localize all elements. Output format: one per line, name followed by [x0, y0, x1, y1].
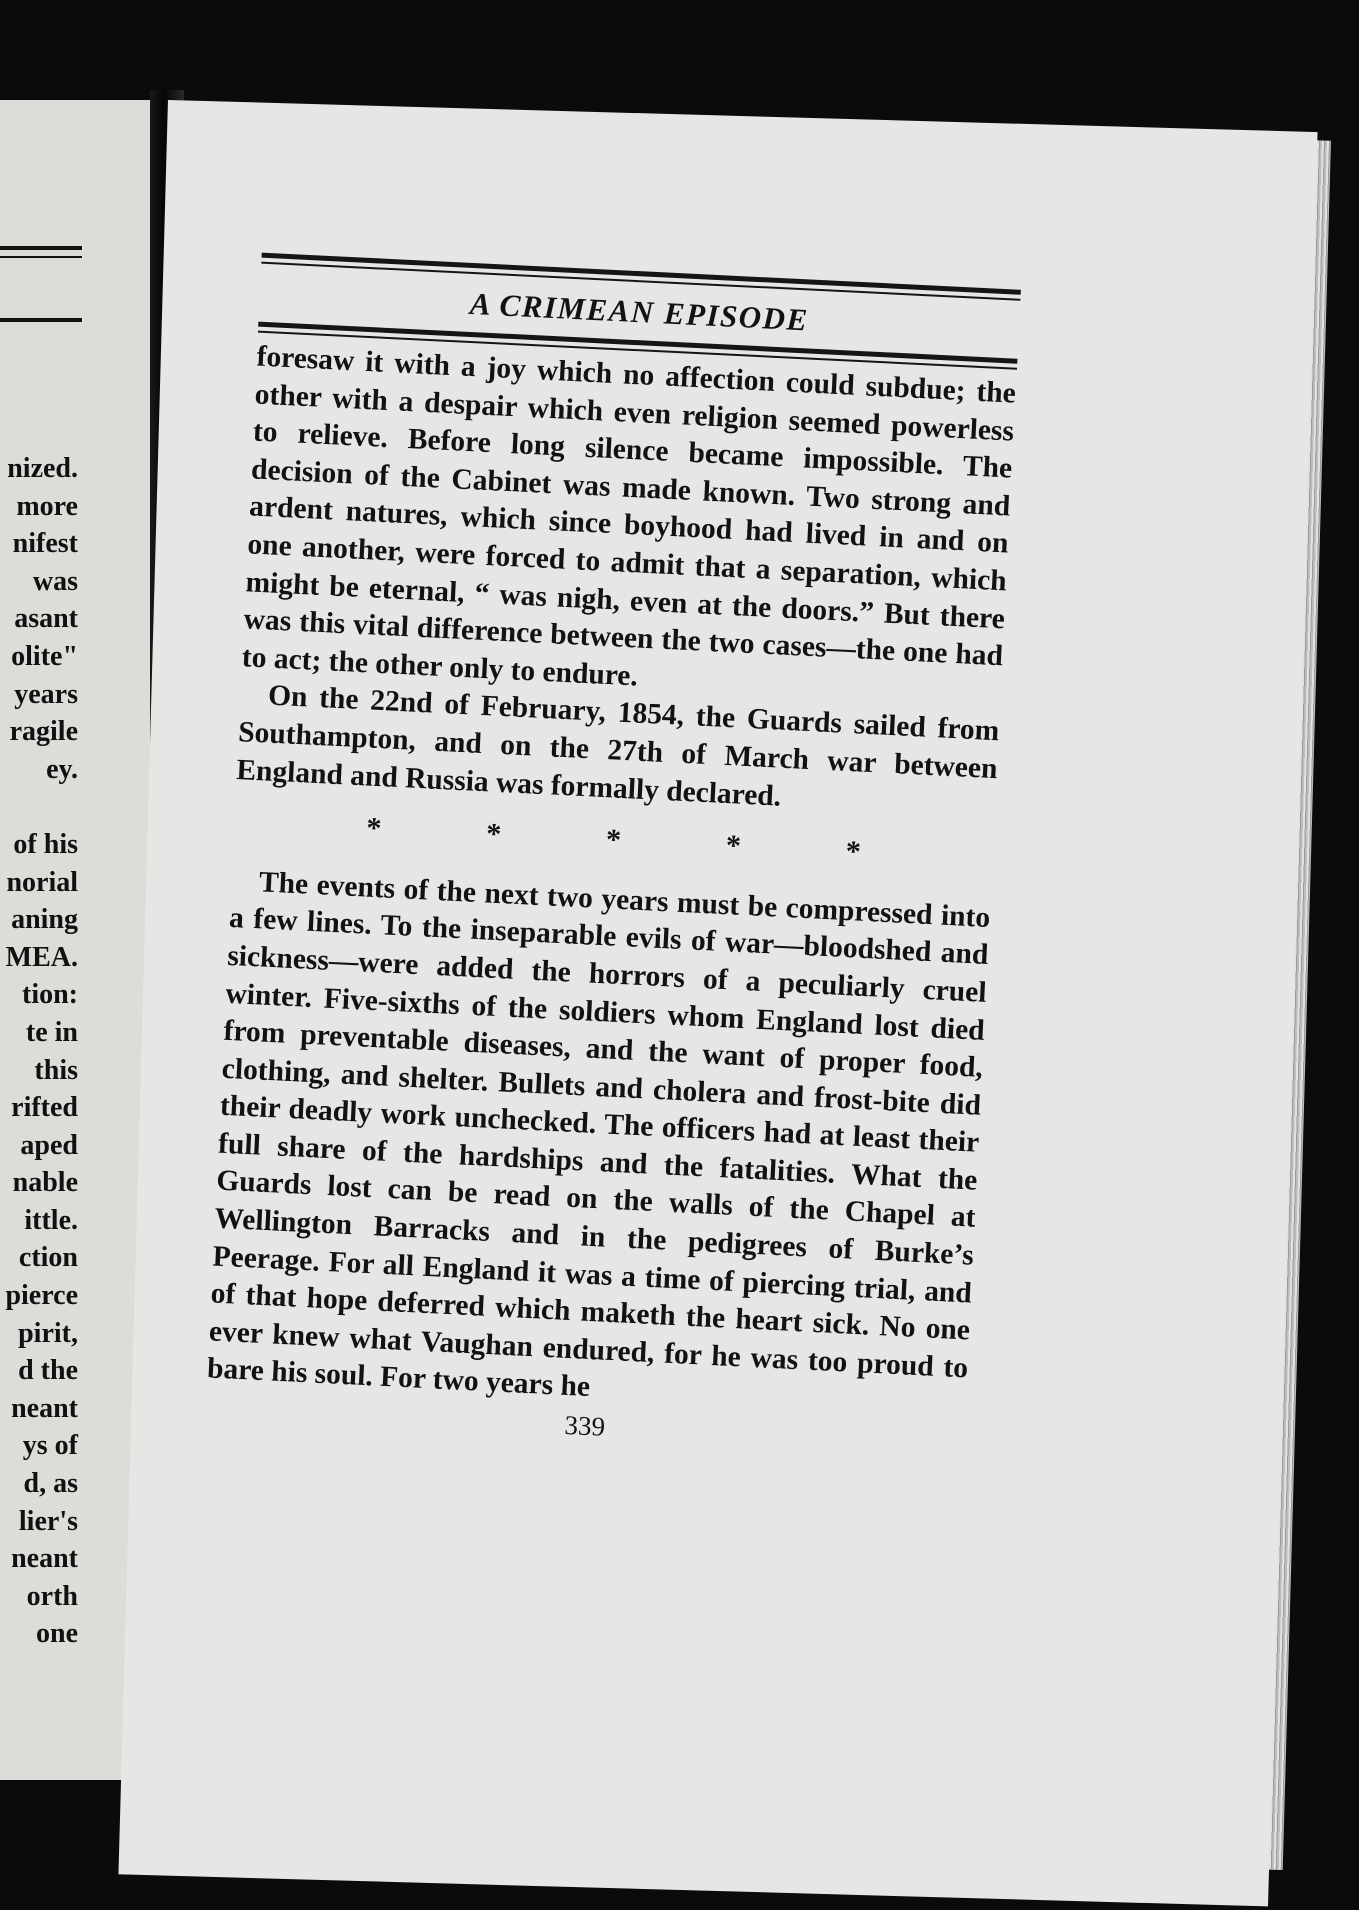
left-page-line: nifest — [12, 528, 78, 560]
asterisk: * — [365, 811, 383, 846]
left-page-line: ys of — [22, 1430, 78, 1462]
left-page-line: tion: — [22, 979, 78, 1011]
left-page-line: of his — [13, 828, 78, 860]
asterisk: * — [844, 835, 862, 869]
text-block — [205, 253, 1021, 1461]
left-page-line — [5, 788, 78, 826]
left-page-line: pirit, — [18, 1317, 78, 1349]
left-page-line: pierce — [5, 1280, 78, 1312]
left-page-line: nable — [12, 1167, 78, 1199]
left-page-line: more — [16, 490, 78, 522]
left-page-line: asant — [14, 603, 78, 635]
asterisk: * — [605, 823, 622, 858]
left-page-line: neant — [11, 1392, 78, 1424]
left-page-line: olite" — [11, 640, 78, 672]
paragraph-continued: foresaw it with a joy which no affection could subdue; the other with a despair which even religion seemed powerless to relieve. Before long silence became impossible. The decision of the Cabinet was made known. Two strong and ardent natures, which since boyhood had lived in and on one another, were forced to admit that a separation, which might be eternal, “ was nigh, even at the doors.” But there was this vital difference between the two cases—the one had to act; the other only to endure. — [241, 340, 1017, 693]
left-page-line: years — [14, 678, 78, 710]
asterisk: * — [725, 829, 742, 863]
left-page-line: ittle. — [24, 1204, 78, 1236]
left-page-line: nized. — [7, 453, 78, 484]
left-page-line: orth — [26, 1580, 78, 1612]
left-page-line: d the — [18, 1355, 78, 1387]
left-page-line: was — [32, 565, 78, 597]
left-page-line: ey. — [46, 753, 78, 785]
right-page — [118, 100, 1317, 1906]
left-page-line: lier's — [18, 1505, 78, 1537]
left-page-line: te in — [25, 1016, 78, 1048]
left-page-line: aning — [11, 904, 78, 936]
left-page-line: neant — [11, 1543, 78, 1575]
left-subheader-rule — [0, 318, 82, 322]
left-header-rule — [0, 246, 82, 250]
left-page-line: ragile — [9, 716, 78, 748]
left-page-line: norial — [6, 866, 78, 898]
left-page-line: this — [34, 1054, 78, 1086]
page-number: 339 — [563, 1409, 606, 1442]
left-page-line: ction — [18, 1242, 78, 1274]
paragraph: The events of the next two years must be compressed into a few lines. To the inseparable evils of war—bloodshed and sickness—were added the horrors of a peculiarly cruel winter. Five-sixths of the soldiers whom England lost died from preventable diseases, and the want of proper food, clothing, and shelter. Bullets and cholera and frost-bite did their deadly work unchecked. The officers had at least their full share of the hardships and the fatalities. What the Guards lost can be read on the walls of the Chapel at Wellington Barracks and in the pedigrees of Burke’s Peerage. For all England it was a time of piercing trial, and of that hope deferred which maketh the heart sick. No one ever knew what Vaughan endured, for he was too proud to bare his soul. For two years he — [206, 866, 991, 1404]
paragraph: On the 22nd of February, 1854, the Guards sailed from Southampton, and on the 27th of March war between England and Russia was formally declared. — [235, 679, 1001, 813]
left-page-line: MEA. — [5, 941, 78, 973]
left-page-line: rifted — [11, 1092, 78, 1124]
running-head: A CRIMEAN EPISODE — [469, 285, 810, 338]
left-header-rule-thin — [0, 256, 82, 258]
body-text — [206, 339, 1016, 1426]
left-page-text — [5, 450, 78, 1653]
left-page-line: aped — [20, 1129, 78, 1161]
left-page-line: d, as — [23, 1468, 78, 1500]
left-page-line: one — [36, 1618, 78, 1650]
asterisk: * — [485, 817, 502, 852]
